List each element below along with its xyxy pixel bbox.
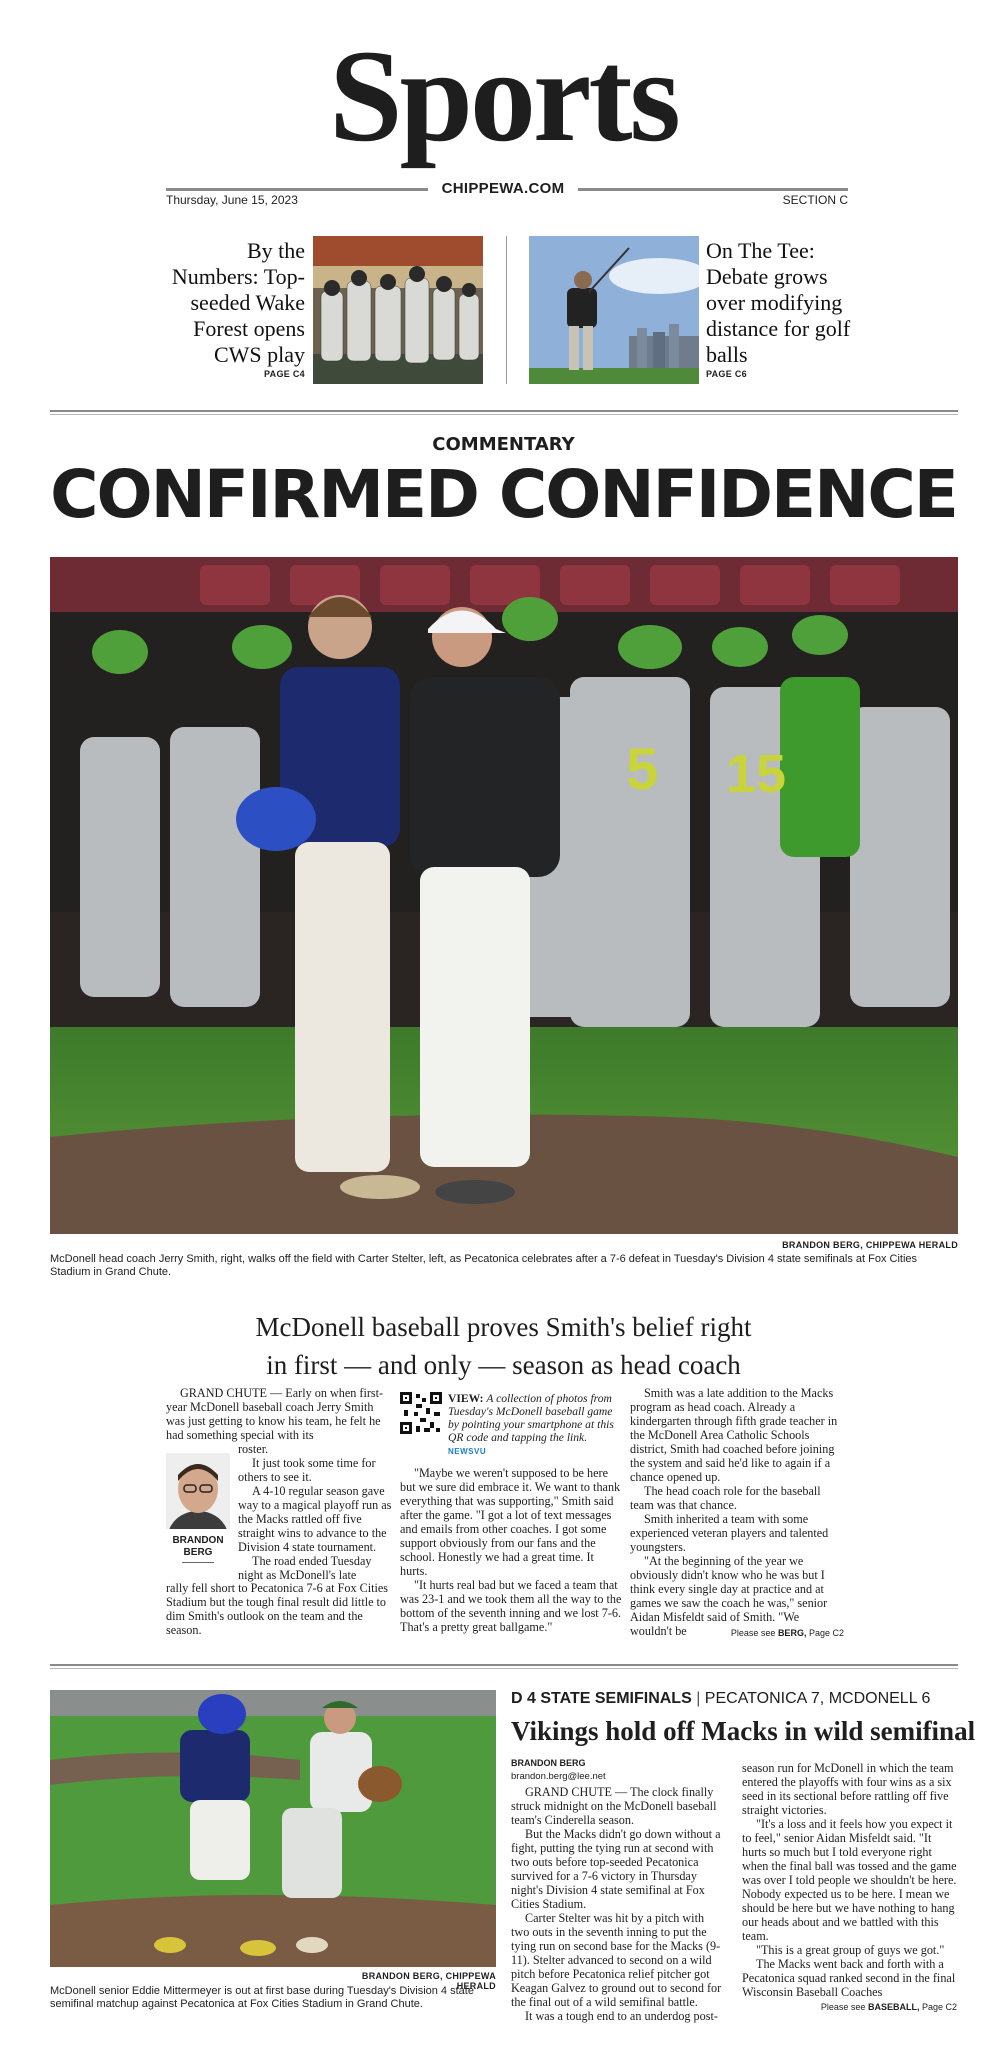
- second-kicker-bold: D 4 STATE SEMIFINALS: [511, 1690, 692, 1707]
- section-rule-2: [50, 1664, 958, 1666]
- second-byline: BRANDON BERG: [511, 1758, 586, 1768]
- second-photo-caption: McDonell senior Eddie Mittermeyer is out at first base during Tuesday's Division 4 state semifinal matchup against Pecatonica at Fox Cities Stadium in Grand Chute.: [50, 1985, 474, 2010]
- lead-paragraph: The head coach role for the baseball team was that chance.: [630, 1484, 821, 1512]
- teaser-page-cws: PAGE C4: [264, 369, 305, 379]
- lead-photo-caption: McDonell head coach Jerry Smith, right, walks off the field with Carter Stelter, left, as Pecatonica celebrates after a 7-6 defeat in Tuesday's Division 4 state semifinals at Fox Cities Stadium in Grand Chute.: [50, 1253, 918, 1278]
- lead-paragraph: A 4-10 regular season gave way to a magical playoff run as the Macks rattled off five straight wins to advance to the Division 4 state tournament.: [238, 1484, 392, 1554]
- columnist-last-name: BERG: [183, 1547, 213, 1558]
- second-paragraph: The Macks went back and forth with a Pecatonica squad ranked second in the final Wisconsin Baseball Coaches: [742, 1957, 956, 1999]
- second-kicker: D 4 STATE SEMIFINALS | PECATONICA 7, MCDONELL 6: [511, 1690, 931, 1707]
- lead-jump-page: Page C2: [808, 1628, 844, 1638]
- lead-photo[interactable]: [50, 557, 958, 1234]
- masthead-rule-left: [166, 188, 428, 191]
- lead-photo-credit: BRANDON BERG, CHIPPEWA HERALD: [782, 1240, 958, 1250]
- lead-jump-name: BERG,: [777, 1628, 807, 1638]
- second-jump-line[interactable]: [821, 2002, 957, 2012]
- lead-headline[interactable]: CONFIRMED CONFIDENCE: [50, 456, 957, 533]
- second-headline[interactable]: Vikings hold off Macks in wild semifinal: [511, 1716, 976, 1746]
- second-paragraph: Carter Stelter was hit by a pitch with two outs in the seventh inning to put the tying run on second base for the Macks (9-11). Stelter advanced to second on a wild pitch before Pecatonica relief pitcher got Keagan Galvez to ground out to second for the final out of a wild semifinal battle.: [511, 1911, 722, 2009]
- second-email[interactable]: brandon.berg@lee.net: [511, 1771, 606, 1782]
- section-rule: [50, 410, 958, 412]
- columnist-first-name: BRANDON: [172, 1535, 224, 1546]
- jersey-number-15: 15: [726, 744, 787, 804]
- site-url[interactable]: CHIPPEWA.COM: [441, 180, 565, 197]
- lead-col3: [630, 1386, 844, 1638]
- second-kicker-rest: PECATONICA 7, MCDONELL 6: [704, 1690, 931, 1707]
- lead-col1-bottom: [166, 1581, 392, 1637]
- masthead-rule-right: [578, 188, 848, 191]
- lead-jump-prefix: Please see: [730, 1628, 776, 1638]
- columnist-name: [166, 1535, 230, 1559]
- second-paragraph: But the Macks didn't go down without a fight, putting the tying run at second with two outs before top-seeded Pecatonica survived for a 7-6 victory in Thursday night's Division 4 state semifinal at Fox Cities Stadium.: [511, 1827, 721, 1911]
- second-paragraph: It was a tough end to an underdog post-: [525, 2009, 718, 2023]
- second-paragraph: "This is a great group of guys we got.": [756, 1943, 945, 1957]
- lead-paragraph: It just took some time for others to see it.: [238, 1456, 376, 1484]
- newsvu-logo: NEWSVU: [448, 1447, 487, 1456]
- teaser-photo-wake-forest[interactable]: [313, 236, 483, 384]
- second-photo-credit: BRANDON BERG, CHIPPEWA HERALD: [361, 1971, 496, 1991]
- section-label: SECTION C: [782, 193, 848, 207]
- lead-col1-top: [166, 1386, 392, 1442]
- lead-subhead-line1[interactable]: McDonell baseball proves Smith's belief right: [255, 1312, 752, 1342]
- lead-paragraph: roster.: [238, 1442, 269, 1456]
- lead-paragraph: Smith inherited a team with some experienced veteran players and talented youngsters.: [630, 1512, 829, 1554]
- lead-paragraph: The road ended Tuesday night as McDonell's late: [238, 1554, 372, 1582]
- section-rule-thin: [50, 414, 958, 415]
- lead-col2: [400, 1466, 622, 1634]
- columnist-rule: [182, 1562, 214, 1563]
- second-photo[interactable]: [50, 1690, 496, 1967]
- second-col2: [742, 1761, 957, 1999]
- teaser-divider: [506, 236, 507, 384]
- second-col1: [511, 1785, 725, 2023]
- lead-col1-side: [238, 1442, 392, 1582]
- edition-date: Thursday, June 15, 2023: [166, 193, 298, 207]
- lead-paragraph: GRAND CHUTE — Early on when first-year McDonell baseball coach Jerry Smith was just getting to know his team, he felt he had something special with its: [166, 1386, 384, 1442]
- jersey-number-5: 5: [626, 737, 659, 802]
- qr-text: A collection of photos from Tuesday's McDonell baseball game by pointing your smartphone at this QR code and tapping the link.: [448, 1392, 614, 1444]
- qr-promo: [400, 1392, 622, 1458]
- teaser-page-golf: PAGE C6: [706, 369, 747, 379]
- lead-paragraph: Smith was a late addition to the Macks program as head coach. Already a kindergarten through fifth grade teacher in the McDonell Area Catholic Schools district, Smith had coached before joining the system and said he'd like to again if a chance opened up.: [630, 1386, 838, 1484]
- lead-paragraph: "Maybe we weren't supposed to be here but we sure did embrace it. We want to thank everything that was supporting," Smith said after the game. "I got a lot of text messages and emails from other coaches. I got some support obviously from our fans and the school. Honestly we had a great time. It hurts.: [400, 1466, 621, 1578]
- lead-jump-line[interactable]: [731, 1628, 844, 1638]
- second-paragraph: GRAND CHUTE — The clock finally struck midnight on the McDonell baseball team's Cinderella season.: [511, 1785, 717, 1827]
- second-paragraph: season run for McDonell in which the team entered the playoffs with four wins as a six seed in its sectional before rattling off five straight victories.: [742, 1761, 954, 1817]
- teaser-photo-golfer[interactable]: [529, 236, 699, 384]
- lead-subhead-line2[interactable]: in first — and only — season as head coach: [266, 1350, 741, 1380]
- lead-kicker: COMMENTARY: [432, 434, 575, 455]
- section-rule-2-thin: [50, 1668, 958, 1669]
- second-paragraph: "It's a loss and it feels how you expect it to feel," senior Aidan Misfeldt said. "It hurts so much but I told everyone right when the final ball was tossed and the game was over I told people we shouldn't be here. Nobody expected us to be here. I mean we should be here but we have nothing to hang our heads about and we battled with this team.: [742, 1817, 957, 1943]
- columnist-headshot: [166, 1453, 230, 1529]
- lead-paragraph: "It hurts real bad but we faced a team that was 23-1 and we took them all the way to the bottom of the seventh inning and we lost 7-6. That's a pretty great ballgame.": [400, 1578, 622, 1634]
- teaser-headline-cws[interactable]: By the Numbers: Top-seeded Wake Forest opens CWS play: [171, 238, 305, 367]
- second-jump-prefix: Please see: [820, 2002, 866, 2012]
- teaser-headline-golf[interactable]: On The Tee: Debate grows over modifying distance for golf balls: [706, 238, 851, 367]
- second-jump-name: BASEBALL,: [867, 2002, 920, 2012]
- qr-label: VIEW:: [448, 1392, 484, 1405]
- section-masthead-title: Sports: [329, 22, 678, 169]
- second-jump-page: Page C2: [921, 2002, 957, 2012]
- lead-paragraph: rally fell short to Pecatonica 7-6 at Fox Cities Stadium but the tough final result did little to dim Smith's outlook on the team and the season.: [166, 1581, 389, 1637]
- lead-paragraph: "At the beginning of the year we obviously didn't know who he was but I think every single day at practice and at games we saw the coach he was," senior Aidan Misfeldt said of Smith. "We wouldn't be: [630, 1554, 828, 1638]
